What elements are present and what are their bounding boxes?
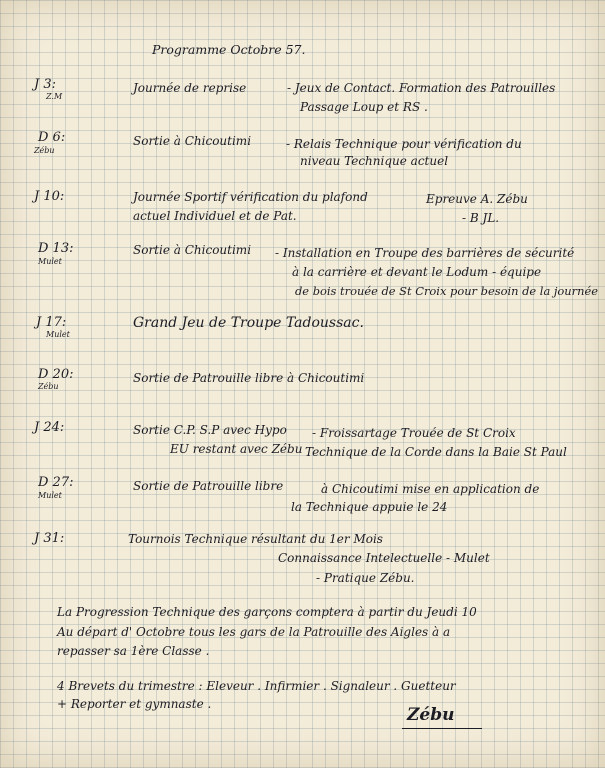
entry-detail: - Froissartage Trouée de St Croix xyxy=(312,426,516,440)
entry-detail: Passage Loup et RS . xyxy=(300,100,428,114)
entry-detail: - Installation en Troupe des barrières de sécurité xyxy=(275,246,575,260)
entry-day: D 6: xyxy=(38,130,66,145)
entry-detail: à Chicoutimi mise en application de xyxy=(321,482,540,496)
entry-activity: Sortie à Chicoutimi xyxy=(133,243,252,257)
signature: Zébu xyxy=(407,705,455,725)
entry-activity: Sortie à Chicoutimi xyxy=(133,134,252,148)
entry-day: J 31: xyxy=(34,531,65,546)
entry-day: J 10: xyxy=(34,189,65,204)
entry-responsible: Mulet xyxy=(38,257,62,266)
entry-detail: - Pratique Zébu. xyxy=(316,571,415,585)
footer-line: 4 Brevets du trimestre : Eleveur . Infirmier . Signaleur . Guetteur xyxy=(57,679,456,693)
entry-responsible: Mulet xyxy=(46,330,70,339)
entry-responsible: Zébu xyxy=(34,146,55,155)
entry-activity: Sortie C.P. S.P avec Hypo xyxy=(133,423,287,437)
note-line: Au départ d' Octobre tous les gars de la Patrouille des Aigles à a xyxy=(57,625,451,639)
entry-detail: - B JL. xyxy=(462,211,500,225)
entry-activity: Tournois Technique résultant du 1er Mois xyxy=(128,532,383,546)
entry-day: J 24: xyxy=(34,420,65,435)
entry-detail: à la carrière et devant le Lodum - équipe xyxy=(292,265,542,279)
entry-day: J 17: xyxy=(36,315,67,330)
entry-activity: actuel Individuel et de Pat. xyxy=(133,209,297,223)
entry-detail: - Relais Technique pour vérification du xyxy=(286,137,522,151)
note-line: La Progression Technique des garçons comptera à partir du Jeudi 10 xyxy=(57,605,477,619)
page-title: Programme Octobre 57. xyxy=(152,42,306,57)
entry-day: D 27: xyxy=(38,475,74,490)
entry-activity: Journée de reprise xyxy=(133,81,247,95)
entry-day: J 3: xyxy=(34,77,56,92)
entry-detail: Technique de la Corde dans la Baie St Paul xyxy=(305,445,567,459)
entry-detail: la Technique appuie le 24 xyxy=(291,500,448,514)
entry-detail: niveau Technique actuel xyxy=(300,154,449,168)
entry-responsible: Mulet xyxy=(38,491,62,500)
entry-responsible: Zébu xyxy=(38,382,59,391)
signature-underline xyxy=(402,728,482,729)
entry-detail: - Jeux de Contact. Formation des Patrouilles xyxy=(287,81,556,95)
entry-activity: Grand Jeu de Troupe Tadoussac. xyxy=(133,315,364,331)
entry-day: D 20: xyxy=(38,367,74,382)
entry-activity: Sortie de Patrouille libre xyxy=(133,479,284,493)
entry-detail: Connaissance Intelectuelle - Mulet xyxy=(278,551,490,565)
entry-day: D 13: xyxy=(38,241,74,256)
entry-detail: de bois trouée de St Croix pour besoin de la journée xyxy=(295,284,599,298)
entry-activity: EU restant avec Zébu xyxy=(170,442,303,456)
entry-activity: Sortie de Patrouille libre à Chicoutimi xyxy=(133,371,365,385)
footer-line: + Reporter et gymnaste . xyxy=(57,697,212,711)
note-line: repasser sa 1ère Classe . xyxy=(57,644,210,658)
entry-detail: Epreuve A. Zébu xyxy=(426,192,528,206)
entry-responsible: Z.M xyxy=(46,92,63,101)
entry-activity: Journée Sportif vérification du plafond xyxy=(133,190,368,204)
